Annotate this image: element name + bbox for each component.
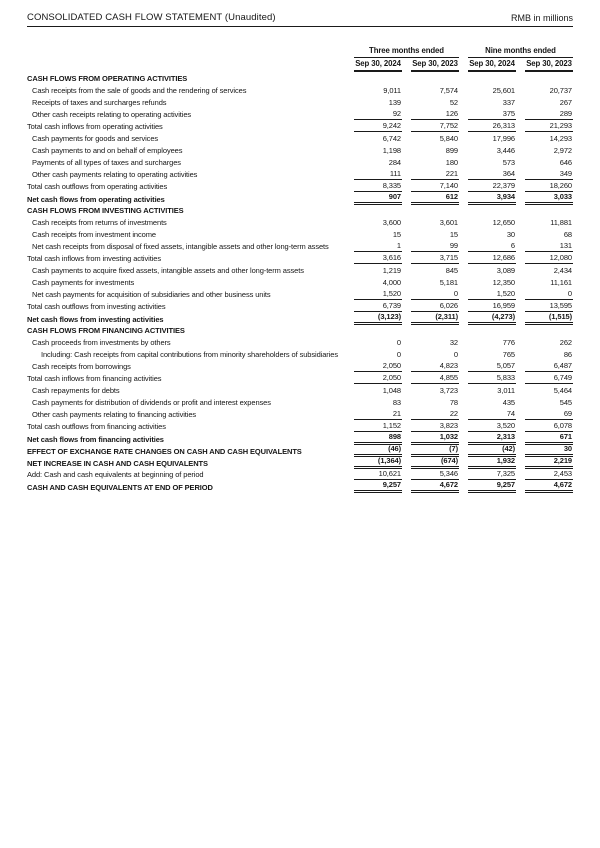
table-row xyxy=(27,84,573,96)
value-cell xyxy=(468,215,516,217)
value-cell: 4,000 xyxy=(382,277,401,287)
row-label: Total cash outflows from financing activities xyxy=(27,421,166,431)
value-cell: 221 xyxy=(411,169,459,181)
value-cell: 3,616 xyxy=(354,253,402,265)
table-row xyxy=(27,240,573,252)
row-label: Cash payments to acquire fixed assets, intangible assets and other long-term assets xyxy=(32,265,304,275)
row-label: CASH FLOWS FROM OPERATING ACTIVITIES xyxy=(27,73,188,83)
value-cell: 646 xyxy=(559,157,572,167)
value-cell: 7,574 xyxy=(439,85,458,95)
value-cell: 6,078 xyxy=(525,421,573,433)
column-group-row xyxy=(27,46,573,58)
value-cell: 284 xyxy=(388,157,401,167)
value-cell: 1,520 xyxy=(468,289,516,301)
value-cell: 12,080 xyxy=(525,253,573,265)
value-cell xyxy=(354,335,402,337)
section-header-row xyxy=(27,72,573,84)
table-row xyxy=(27,192,573,204)
value-cell: 1,032 xyxy=(411,432,459,445)
value-cell: 349 xyxy=(525,169,573,181)
row-label: Cash proceeds from investments by others xyxy=(32,337,171,347)
value-cell: 21 xyxy=(354,409,402,421)
value-cell: 364 xyxy=(468,169,516,181)
row-label: Cash payments for investments xyxy=(32,277,135,287)
table-row xyxy=(27,168,573,180)
value-cell: 74 xyxy=(468,409,516,421)
table-row xyxy=(27,252,573,264)
value-cell: 845 xyxy=(445,265,458,275)
value-cell: 2,050 xyxy=(354,361,402,373)
row-label: Cash receipts from returns of investments xyxy=(32,217,167,227)
table-row xyxy=(27,408,573,420)
column-header-ytd-2024: Sep 30, 2024 xyxy=(468,59,516,72)
section-header-row xyxy=(27,324,573,336)
value-cell: 4,855 xyxy=(411,373,459,385)
value-cell: 612 xyxy=(411,192,459,205)
value-cell: 3,520 xyxy=(468,421,516,433)
value-cell: (46) xyxy=(354,444,402,457)
value-cell: 14,293 xyxy=(549,133,572,143)
value-cell: 1,048 xyxy=(382,385,401,395)
value-cell: 30 xyxy=(506,229,515,239)
value-cell: 3,600 xyxy=(382,217,401,227)
value-cell: 12,686 xyxy=(468,253,516,265)
row-label: Net cash flows from financing activities xyxy=(27,434,164,444)
value-cell: 15 xyxy=(392,229,401,239)
value-cell: 12,350 xyxy=(492,277,515,287)
value-cell: 7,140 xyxy=(411,181,459,193)
value-cell xyxy=(411,83,459,85)
table-row xyxy=(27,228,573,240)
cash-flow-table xyxy=(27,46,573,492)
value-cell: 10,621 xyxy=(354,469,402,481)
row-label: Cash receipts from investment income xyxy=(32,229,156,239)
table-row xyxy=(27,144,573,156)
table-row xyxy=(27,336,573,348)
value-cell: 267 xyxy=(559,97,572,107)
column-header-q-2023: Sep 30, 2023 xyxy=(411,59,459,72)
value-cell xyxy=(468,83,516,85)
value-cell: 86 xyxy=(563,349,572,359)
value-cell: 4,672 xyxy=(525,480,573,493)
table-row xyxy=(27,180,573,192)
value-cell xyxy=(411,335,459,337)
value-cell: 9,257 xyxy=(468,480,516,493)
value-cell: 671 xyxy=(525,432,573,445)
value-cell: 52 xyxy=(449,97,458,107)
table-row xyxy=(27,96,573,108)
value-cell: 2,972 xyxy=(553,145,572,155)
value-cell: 6,749 xyxy=(525,373,573,385)
spacer-cell xyxy=(27,57,345,59)
value-cell: 573 xyxy=(502,157,515,167)
value-cell: 69 xyxy=(525,409,573,421)
column-group-three-months: Three months ended xyxy=(354,46,459,58)
row-label: Total cash inflows from financing activities xyxy=(27,373,162,383)
value-cell: 68 xyxy=(563,229,572,239)
value-cell: 3,934 xyxy=(468,192,516,205)
value-cell: (3,123) xyxy=(354,312,402,325)
value-cell: 17,996 xyxy=(492,133,515,143)
value-cell: 11,161 xyxy=(550,277,572,287)
value-cell: 435 xyxy=(502,397,515,407)
row-label: NET INCREASE IN CASH AND CASH EQUIVALENTS xyxy=(27,458,208,468)
table-body xyxy=(27,72,573,492)
row-label: Total cash inflows from operating activities xyxy=(27,121,163,131)
row-label: Cash receipts from borrowings xyxy=(32,361,131,371)
value-cell: 9,242 xyxy=(354,121,402,133)
value-cell: 6 xyxy=(468,241,516,253)
table-row xyxy=(27,156,573,168)
value-cell xyxy=(354,215,402,217)
value-cell: 3,715 xyxy=(411,253,459,265)
value-cell: 1,152 xyxy=(354,421,402,433)
value-cell: 0 xyxy=(411,289,459,301)
table-row xyxy=(27,456,573,468)
value-cell: 1,219 xyxy=(382,265,401,275)
value-cell: 898 xyxy=(354,432,402,445)
value-cell: 7,752 xyxy=(411,121,459,133)
value-cell: 22,379 xyxy=(468,181,516,193)
value-cell: (7) xyxy=(411,444,459,457)
value-cell: 1,932 xyxy=(468,456,516,469)
value-cell: 765 xyxy=(502,349,515,359)
value-cell: 7,325 xyxy=(468,469,516,481)
value-cell: 12,650 xyxy=(492,217,515,227)
value-cell: 0 xyxy=(396,349,401,359)
value-cell: 99 xyxy=(411,241,459,253)
row-label: Receipts of taxes and surcharges refunds xyxy=(32,97,167,107)
value-cell: 6,742 xyxy=(382,133,401,143)
value-cell: 9,257 xyxy=(354,480,402,493)
row-label: CASH FLOWS FROM INVESTING ACTIVITIES xyxy=(27,205,184,215)
value-cell: 3,446 xyxy=(496,145,515,155)
row-label: Cash payments for distribution of dividends or profit and interest expenses xyxy=(32,397,271,407)
value-cell: 15 xyxy=(449,229,458,239)
value-cell: 6,026 xyxy=(411,301,459,313)
value-cell: 5,181 xyxy=(439,277,458,287)
value-cell xyxy=(525,335,573,337)
value-cell: 6,739 xyxy=(354,301,402,313)
value-cell: 776 xyxy=(502,337,515,347)
value-cell: 111 xyxy=(354,169,402,181)
value-cell xyxy=(354,83,402,85)
column-group-nine-months: Nine months ended xyxy=(468,46,573,58)
value-cell: 3,011 xyxy=(497,385,515,395)
row-label: Cash receipts from the sale of goods and the rendering of services xyxy=(32,85,247,95)
value-cell: 3,723 xyxy=(439,385,458,395)
column-header-ytd-2023: Sep 30, 2023 xyxy=(525,59,573,72)
value-cell: 139 xyxy=(388,97,401,107)
table-row xyxy=(27,432,573,444)
table-row xyxy=(27,384,573,396)
table-row xyxy=(27,372,573,384)
value-cell: 0 xyxy=(396,337,401,347)
value-cell: 907 xyxy=(354,192,402,205)
value-cell: 131 xyxy=(525,241,573,253)
value-cell xyxy=(411,215,459,217)
value-cell xyxy=(525,83,573,85)
value-cell: 5,840 xyxy=(439,133,458,143)
row-label: CASH FLOWS FROM FINANCING ACTIVITIES xyxy=(27,325,185,335)
value-cell: 375 xyxy=(468,109,516,121)
value-cell: (1,364) xyxy=(354,456,402,469)
row-label: Total cash outflows from operating activities xyxy=(27,181,168,191)
value-cell: 25,601 xyxy=(492,85,515,95)
table-row xyxy=(27,396,573,408)
row-label: Including: Cash receipts from capital contributions from minority shareholders of subsidiaries xyxy=(41,349,338,359)
value-cell: 92 xyxy=(354,109,402,121)
value-cell: 9,011 xyxy=(383,85,401,95)
value-cell: 1,520 xyxy=(354,289,402,301)
table-row xyxy=(27,480,573,492)
column-header-row xyxy=(27,58,573,72)
page-title: CONSOLIDATED CASH FLOW STATEMENT (Unaudited) xyxy=(27,12,276,23)
table-row xyxy=(27,312,573,324)
value-cell: 6,487 xyxy=(525,361,573,373)
value-cell: 5,346 xyxy=(411,469,459,481)
row-label: Other cash payments relating to financing activities xyxy=(32,409,197,419)
value-cell: 180 xyxy=(445,157,458,167)
value-cell: 30 xyxy=(525,444,573,457)
table-row xyxy=(27,108,573,120)
value-cell: (4,273) xyxy=(468,312,516,325)
table-row xyxy=(27,276,573,288)
value-cell: 3,089 xyxy=(496,265,515,275)
value-cell: 2,219 xyxy=(525,456,573,469)
row-label: Total cash inflows from investing activities xyxy=(27,253,161,263)
row-label: Net cash payments for acquisition of subsidiaries and other business units xyxy=(32,289,271,299)
row-label: EFFECT OF EXCHANGE RATE CHANGES ON CASH AND CASH EQUIVALENTS xyxy=(27,446,302,456)
table-row xyxy=(27,420,573,432)
row-label: Net cash flows from operating activities xyxy=(27,194,165,204)
document-header xyxy=(27,12,573,27)
section-header-row xyxy=(27,204,573,216)
table-row xyxy=(27,264,573,276)
table-row xyxy=(27,468,573,480)
value-cell: (1,515) xyxy=(525,312,573,325)
table-row xyxy=(27,288,573,300)
value-cell: 83 xyxy=(392,397,401,407)
value-cell: 32 xyxy=(449,337,458,347)
column-header-q-2024: Sep 30, 2024 xyxy=(354,59,402,72)
value-cell: 26,313 xyxy=(468,121,516,133)
row-label: Net cash receipts from disposal of fixed assets, intangible assets and other long-term assets xyxy=(32,241,329,251)
value-cell: (674) xyxy=(411,456,459,469)
value-cell: 545 xyxy=(559,397,572,407)
unit-label: RMB in millions xyxy=(510,13,573,23)
value-cell: 126 xyxy=(411,109,459,121)
row-label: Total cash outflows from investing activities xyxy=(27,301,166,311)
value-cell: 899 xyxy=(445,145,458,155)
value-cell: 5,833 xyxy=(468,373,516,385)
value-cell: 337 xyxy=(502,97,515,107)
value-cell: 5,057 xyxy=(468,361,516,373)
value-cell: 18,260 xyxy=(525,181,573,193)
value-cell: 4,672 xyxy=(411,480,459,493)
value-cell: 1 xyxy=(354,241,402,253)
value-cell: 16,959 xyxy=(468,301,516,313)
value-cell: 11,881 xyxy=(550,217,572,227)
row-label: Other cash receipts relating to operating activities xyxy=(32,109,192,119)
value-cell: 2,313 xyxy=(468,432,516,445)
value-cell: (2,311) xyxy=(411,312,459,325)
row-label: Payments of all types of taxes and surcharges xyxy=(32,157,181,167)
row-label: Add: Cash and cash equivalents at beginning of period xyxy=(27,469,204,479)
table-row xyxy=(27,360,573,372)
row-label: CASH AND CASH EQUIVALENTS AT END OF PERIOD xyxy=(27,482,213,492)
value-cell: 8,335 xyxy=(354,181,402,193)
value-cell: (42) xyxy=(468,444,516,457)
value-cell: 22 xyxy=(411,409,459,421)
table-row xyxy=(27,132,573,144)
value-cell: 0 xyxy=(525,289,573,301)
value-cell: 21,293 xyxy=(525,121,573,133)
row-label: Net cash flows from investing activities xyxy=(27,314,164,324)
table-row xyxy=(27,120,573,132)
value-cell: 289 xyxy=(525,109,573,121)
row-label: Other cash payments relating to operating activities xyxy=(32,169,198,179)
row-label: Cash repayments for debts xyxy=(32,385,120,395)
table-row xyxy=(27,348,573,360)
table-row xyxy=(27,444,573,456)
table-row xyxy=(27,300,573,312)
value-cell: 4,823 xyxy=(411,361,459,373)
spacer-cell xyxy=(27,71,345,73)
value-cell: 2,434 xyxy=(553,265,572,275)
value-cell: 2,453 xyxy=(525,469,573,481)
value-cell: 20,737 xyxy=(549,85,572,95)
value-cell xyxy=(525,215,573,217)
value-cell: 2,050 xyxy=(354,373,402,385)
value-cell: 3,823 xyxy=(411,421,459,433)
value-cell: 78 xyxy=(449,397,458,407)
value-cell: 5,464 xyxy=(553,385,572,395)
row-label: Cash payments to and on behalf of employees xyxy=(32,145,183,155)
value-cell xyxy=(468,335,516,337)
value-cell: 13,595 xyxy=(525,301,573,313)
value-cell: 3,601 xyxy=(439,217,458,227)
value-cell: 3,033 xyxy=(525,192,573,205)
row-label: Cash payments for goods and services xyxy=(32,133,159,143)
value-cell: 0 xyxy=(453,349,458,359)
value-cell: 1,198 xyxy=(382,145,401,155)
table-row xyxy=(27,216,573,228)
value-cell: 262 xyxy=(559,337,572,347)
